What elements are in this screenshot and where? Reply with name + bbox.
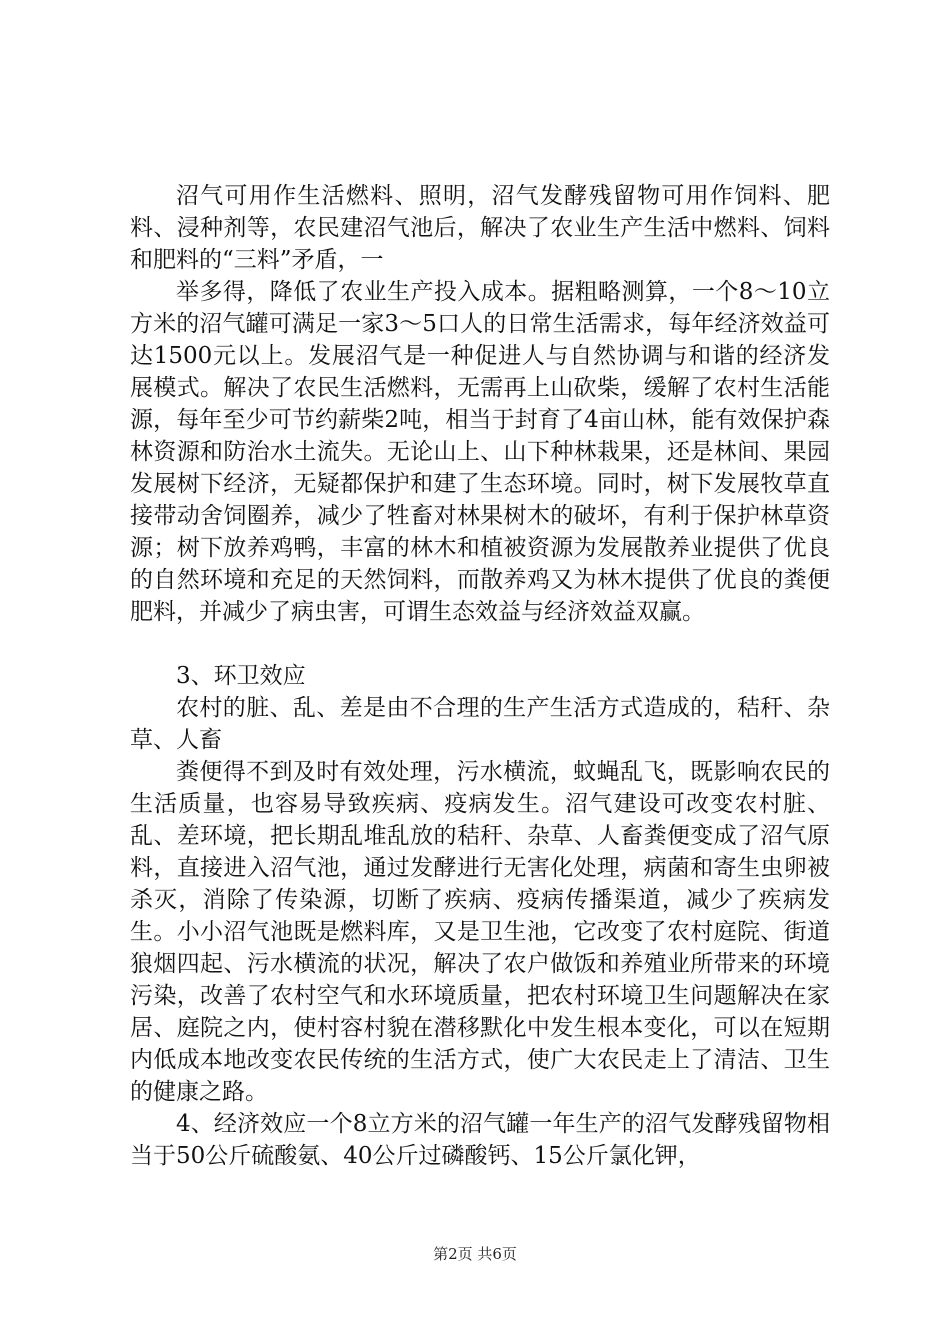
- document-body: [130, 180, 830, 1172]
- paragraph-cost-reduction: 举多得，降低了农业生产投入成本。据粗略测算，一个8～10立方米的沼气罐可满足一家3～5口人的日常生活需求，每年经济效益可达1500元以上。发展沼气是一种促进人与自然协调与和谐的经济发展模式。解决了农民生活燃料，无需再上山砍柴，缓解了农村生活能源，每年至少可节约薪柴2吨，相当于封育了4亩山林，能有效保护森林资源和防治水土流失。无论山上、山下种林栽果，还是林间、果园发展树下经济，无疑都保护和建了生态环境。同时，树下发展牧草直接带动舍饲圈养，减少了牲畜对林果树木的破坏，有利于保护林草资源；树下放养鸡鸭，丰富的林木和植被资源为发展散养业提供了优良的自然环境和充足的天然饲料，而散养鸡又为林木提供了优良的粪便肥料，并减少了病虫害，可谓生态效益与经济效益双赢。: [130, 279, 830, 625]
- paragraph-gap: [130, 628, 830, 660]
- paragraph-rural-dirt: 农村的脏、乱、差是由不合理的生产生活方式造成的，秸秆、杂草、人畜: [130, 695, 830, 753]
- paragraph-economic-effect: 4、经济效应一个8立方米的沼气罐一年生产的沼气发酵残留物相当于50公斤硫酸氨、40公斤过磷酸钙、15公斤氯化钾，: [130, 1111, 830, 1169]
- section-heading-sanitation: 3、环卫效应: [176, 663, 306, 689]
- paragraph-biogas-uses: 沼气可用作生活燃料、照明，沼气发酵残留物可用作饲料、肥料、浸种剂等，农民建沼气池后，解决了农业生产生活中燃料、饲料和肥料的“三料”矛盾，一: [130, 183, 830, 273]
- page-number-footer: 第2页 共6页: [433, 1245, 517, 1263]
- paragraph-sanitation-effect: 粪便得不到及时有效处理，污水横流，蚊蝇乱飞，既影响农民的生活质量，也容易导致疾病、疫病发生。沼气建设可改变农村脏、乱、差环境，把长期乱堆乱放的秸秆、杂草、人畜粪便变成了沼气原料，直接进入沼气池，通过发酵进行无害化处理，病菌和寄生虫卵被杀灭，消除了传染源，切断了疾病、疫病传播渠道，减少了疾病发生。小小沼气池既是燃料库，又是卫生池，它改变了农村庭院、街道狼烟四起、污水横流的状况，解决了农户做饭和养殖业所带来的环境污染，改善了农村空气和水环境质量，把农村环境卫生问题解决在家居、庭院之内，使村容村貌在潜移默化中发生根本变化，可以在短期内低成本地改变农民传统的生活方式，使广大农民走上了清洁、卫生的健康之路。: [130, 759, 830, 1105]
